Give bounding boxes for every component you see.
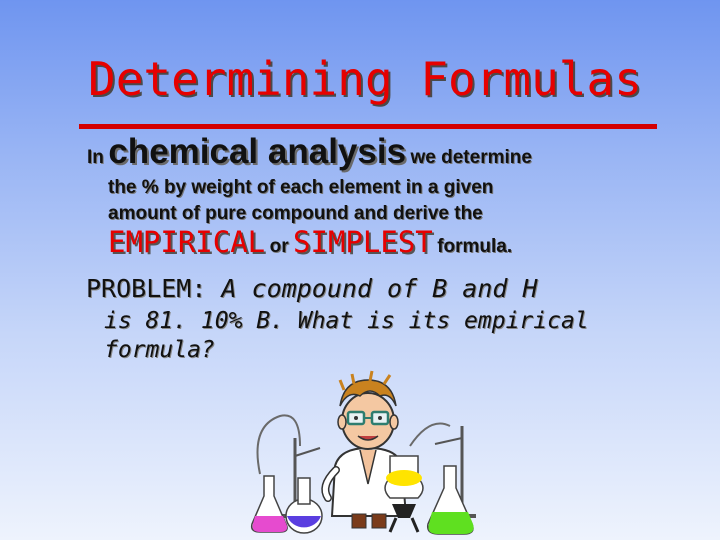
slide-title: Determining Formulas	[88, 52, 642, 106]
body-line-3: amount of pure compound and derive the	[108, 203, 483, 224]
problem-text-1: A compound of B and H	[221, 274, 538, 303]
term-empirical: EMPIRICAL	[108, 225, 266, 259]
intro-prefix: In	[87, 147, 104, 168]
intro-suffix: we determine	[410, 147, 532, 168]
term-connector: or	[269, 236, 289, 257]
formula-type-line	[108, 225, 512, 259]
intro-emphasis: chemical analysis	[108, 132, 407, 171]
green-flask-icon	[428, 466, 474, 534]
blue-flask-icon	[286, 478, 322, 533]
title-underline	[79, 124, 657, 129]
yellow-beaker-icon	[385, 456, 423, 532]
term-simplest: SIMPLEST	[293, 225, 433, 259]
problem-line-1	[86, 274, 538, 303]
pink-flask-icon	[252, 476, 287, 532]
problem-text-3: formula?	[104, 337, 215, 363]
problem-text-2: is 81. 10% B. What is its empirical	[104, 308, 589, 334]
scientist-with-flasks-clipart	[240, 366, 480, 538]
body-line-2: the % by weight of each element in a given	[108, 177, 494, 198]
term-tail: formula.	[437, 236, 513, 257]
problem-label: PROBLEM:	[86, 274, 207, 303]
intro-line	[87, 132, 532, 172]
